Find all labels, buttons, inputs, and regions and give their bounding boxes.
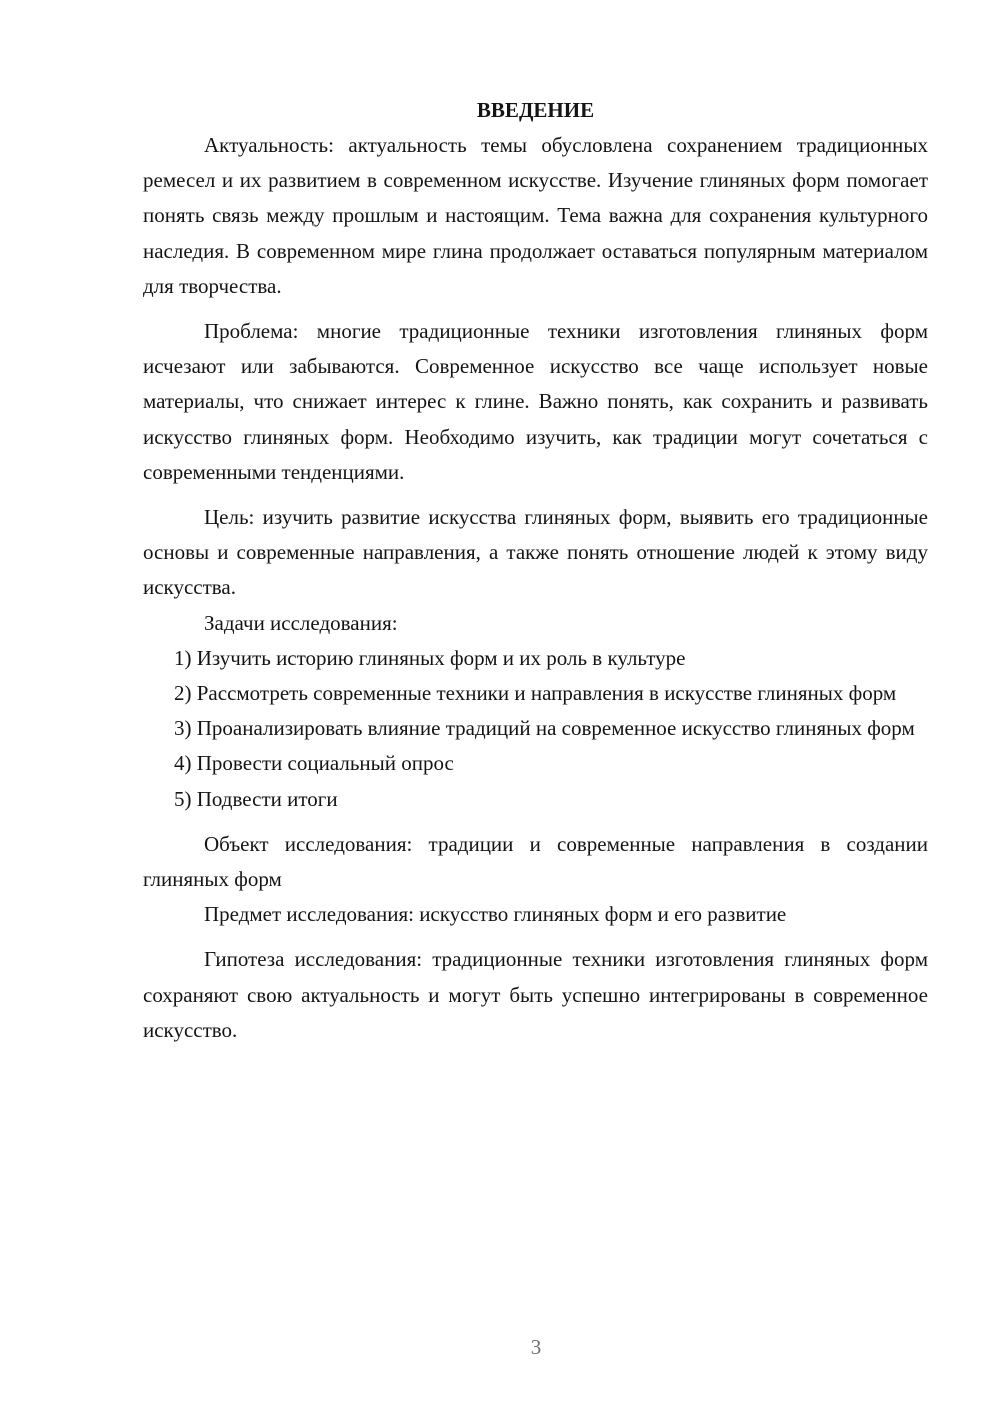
page-content bbox=[143, 93, 928, 1048]
tasks-title: Задачи исследования: bbox=[204, 610, 398, 635]
page-number: 3 bbox=[530, 1335, 542, 1359]
section-heading: ВВЕДЕНИЕ bbox=[476, 98, 595, 122]
task-item-1: 1) Изучить историю глиняных форм и их роль в культуре bbox=[174, 645, 686, 670]
task-item-4: 4) Провести социальный опрос bbox=[174, 751, 454, 776]
problem-paragraph: Проблема: многие традиционные техники изготовления глиняных форм исчезают или забываются. Современное искусство все чаще использует новые материалы, что снижает интерес к глине. Важно понять, как сохранить и развивать искусство глиняных форм. Необходимо изучить, как традиции могут сочетаться с современными тенденциями. bbox=[143, 319, 928, 484]
hypothesis-paragraph: Гипотеза исследования: традиционные техники изготовления глиняных форм сохраняют свою актуальность и могут быть успешно интегрированы в современное искусство. bbox=[143, 947, 928, 1042]
object-paragraph: Объект исследования: традиции и современные направления в создании глиняных форм bbox=[143, 831, 928, 892]
relevance-paragraph: Актуальность: актуальность темы обусловлена сохранением традиционных ремесел и их развитием в современном искусстве. Изучение глиняных форм помогает понять связь между прошлым и настоящим. Тема важна для сохранения культурного наследия. В современном мире глина продолжает оставаться популярным материалом для творчества. bbox=[143, 133, 928, 298]
task-item-5: 5) Подвести итоги bbox=[174, 786, 338, 811]
task-item-3: 3) Проанализировать влияние традиций на современное искусство глиняных форм bbox=[174, 716, 915, 741]
subject-paragraph: Предмет исследования: искусство глиняных форм и его развитие bbox=[204, 902, 787, 927]
goal-paragraph: Цель: изучить развитие искусства глиняных форм, выявить его традиционные основы и современные направления, а также понять отношение людей к этому виду искусства. bbox=[143, 505, 928, 600]
task-item-2: 2) Рассмотреть современные техники и направления в искусстве глиняных форм bbox=[174, 681, 897, 706]
